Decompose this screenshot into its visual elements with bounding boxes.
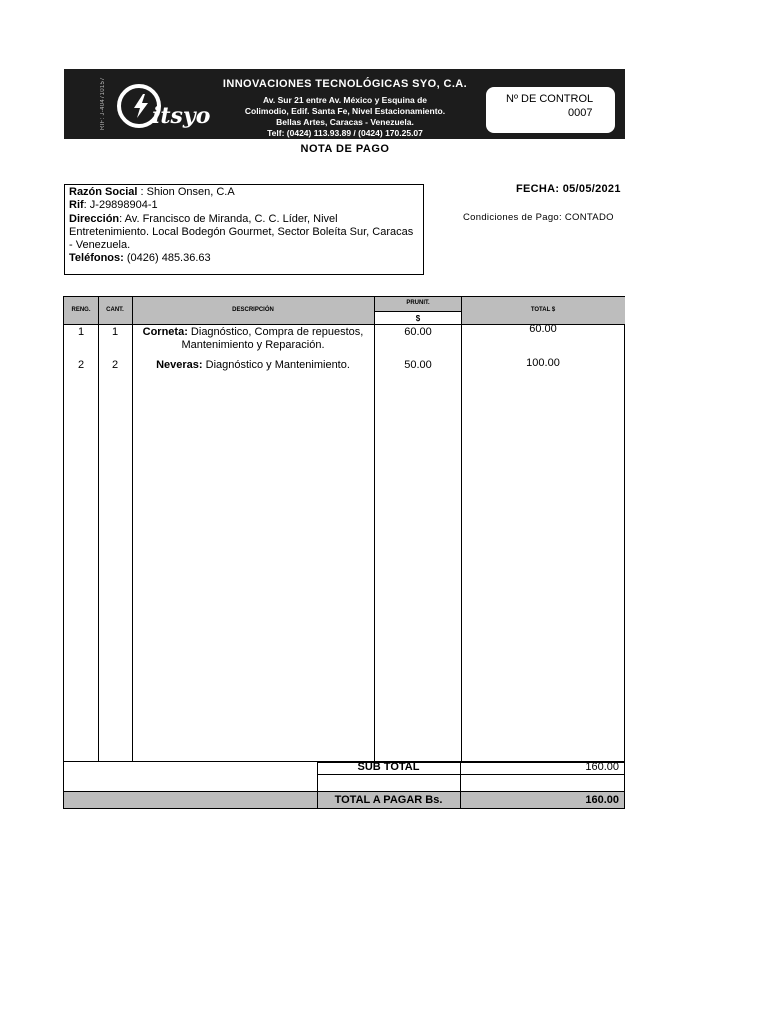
totals-section — [63, 762, 625, 809]
fecha: FECHA: 05/05/2021 — [516, 183, 621, 195]
header-divider — [375, 311, 461, 312]
row-description — [132, 326, 374, 352]
razon-social-value: : Shion Onsen, C.A — [137, 186, 235, 198]
address-line: Av. Sur 21 entre Av. México y Esquina de — [262, 95, 428, 105]
row-desc-text: Diagnóstico y Mantenimiento. — [202, 359, 350, 371]
row-desc-bold: Corneta: — [142, 326, 188, 338]
header-punit: PRUNIT. — [406, 300, 430, 306]
totals-border — [624, 762, 625, 809]
direccion-label: Dirección — [69, 212, 120, 225]
rif-vertical-text: RIF: J-404710157 — [100, 77, 106, 131]
total-label: TOTAL A PAGAR Bs. — [334, 794, 443, 806]
row-reng: 2 — [77, 359, 85, 371]
payment-conditions: Condiciones de Pago: CONTADO — [463, 212, 614, 223]
subtotal-label: SUB TOTAL — [357, 761, 420, 773]
row-desc-bold: Neveras: — [156, 359, 203, 371]
row-cant: 1 — [111, 326, 119, 338]
direccion-value: : Av. Francisco de Miranda, C. C. Líder, Nivel Entretenimiento. Local Bodegón Gourmet, Sector Boleíta Sur, Caracas - Venezuela. — [69, 212, 414, 252]
control-number: 0007 — [568, 107, 593, 119]
subtotal-value: 160.00 — [585, 761, 619, 773]
control-label: Nº DE CONTROL — [506, 93, 594, 105]
totals-border — [317, 774, 625, 775]
razon-social-line — [69, 186, 419, 199]
totals-border — [63, 808, 625, 809]
address-line: Bellas Artes, Caracas - Venezuela. — [276, 117, 414, 127]
phone-line: Telf: (0424) 113.93.89 / (0424) 170.25.07 — [267, 128, 423, 138]
row-description — [132, 359, 374, 371]
row-punit: 60.00 — [404, 326, 432, 338]
totals-border — [63, 762, 64, 809]
logo-text: itsyo — [152, 103, 211, 129]
row-cant: 2 — [111, 359, 119, 371]
telefonos-label: Teléfonos: — [69, 252, 124, 265]
row-punit: 50.00 — [404, 359, 432, 371]
header-punit-currency: $ — [415, 314, 421, 323]
direccion-line — [69, 213, 419, 253]
row-total: 60.00 — [529, 323, 557, 335]
rif-value: : J-29898904-1 — [83, 199, 158, 212]
totals-border — [63, 791, 625, 792]
rif-line — [69, 199, 419, 212]
total-value: 160.00 — [585, 794, 619, 806]
rif-label: Rif — [69, 199, 84, 212]
header-total: TOTAL $ — [530, 307, 556, 313]
items-table — [63, 296, 625, 762]
header-descripcion: DESCRIPCIÓN — [232, 307, 274, 313]
header-reng: RENG. — [71, 307, 91, 313]
row-reng: 1 — [77, 326, 85, 338]
row-desc-text: Mantenimiento y Reparación. — [181, 339, 325, 351]
razon-social-label: Razón Social — [69, 186, 138, 198]
client-info-box — [64, 184, 424, 275]
telefonos-line — [69, 252, 419, 265]
header-cant: CANT. — [106, 307, 124, 313]
control-number-box — [486, 87, 615, 133]
row-total: 100.00 — [526, 357, 560, 369]
document-title: NOTA DE PAGO — [300, 143, 390, 155]
row-desc-text: Diagnóstico, Compra de repuestos, — [187, 326, 364, 338]
company-name: INNOVACIONES TECNOLÓGICAS SYO, C.A. — [222, 78, 468, 90]
telefonos-value: (0426) 485.36.63 — [123, 252, 211, 265]
address-line: Colimodio, Edif. Santa Fe, Nivel Estacionamiento. — [244, 106, 446, 116]
